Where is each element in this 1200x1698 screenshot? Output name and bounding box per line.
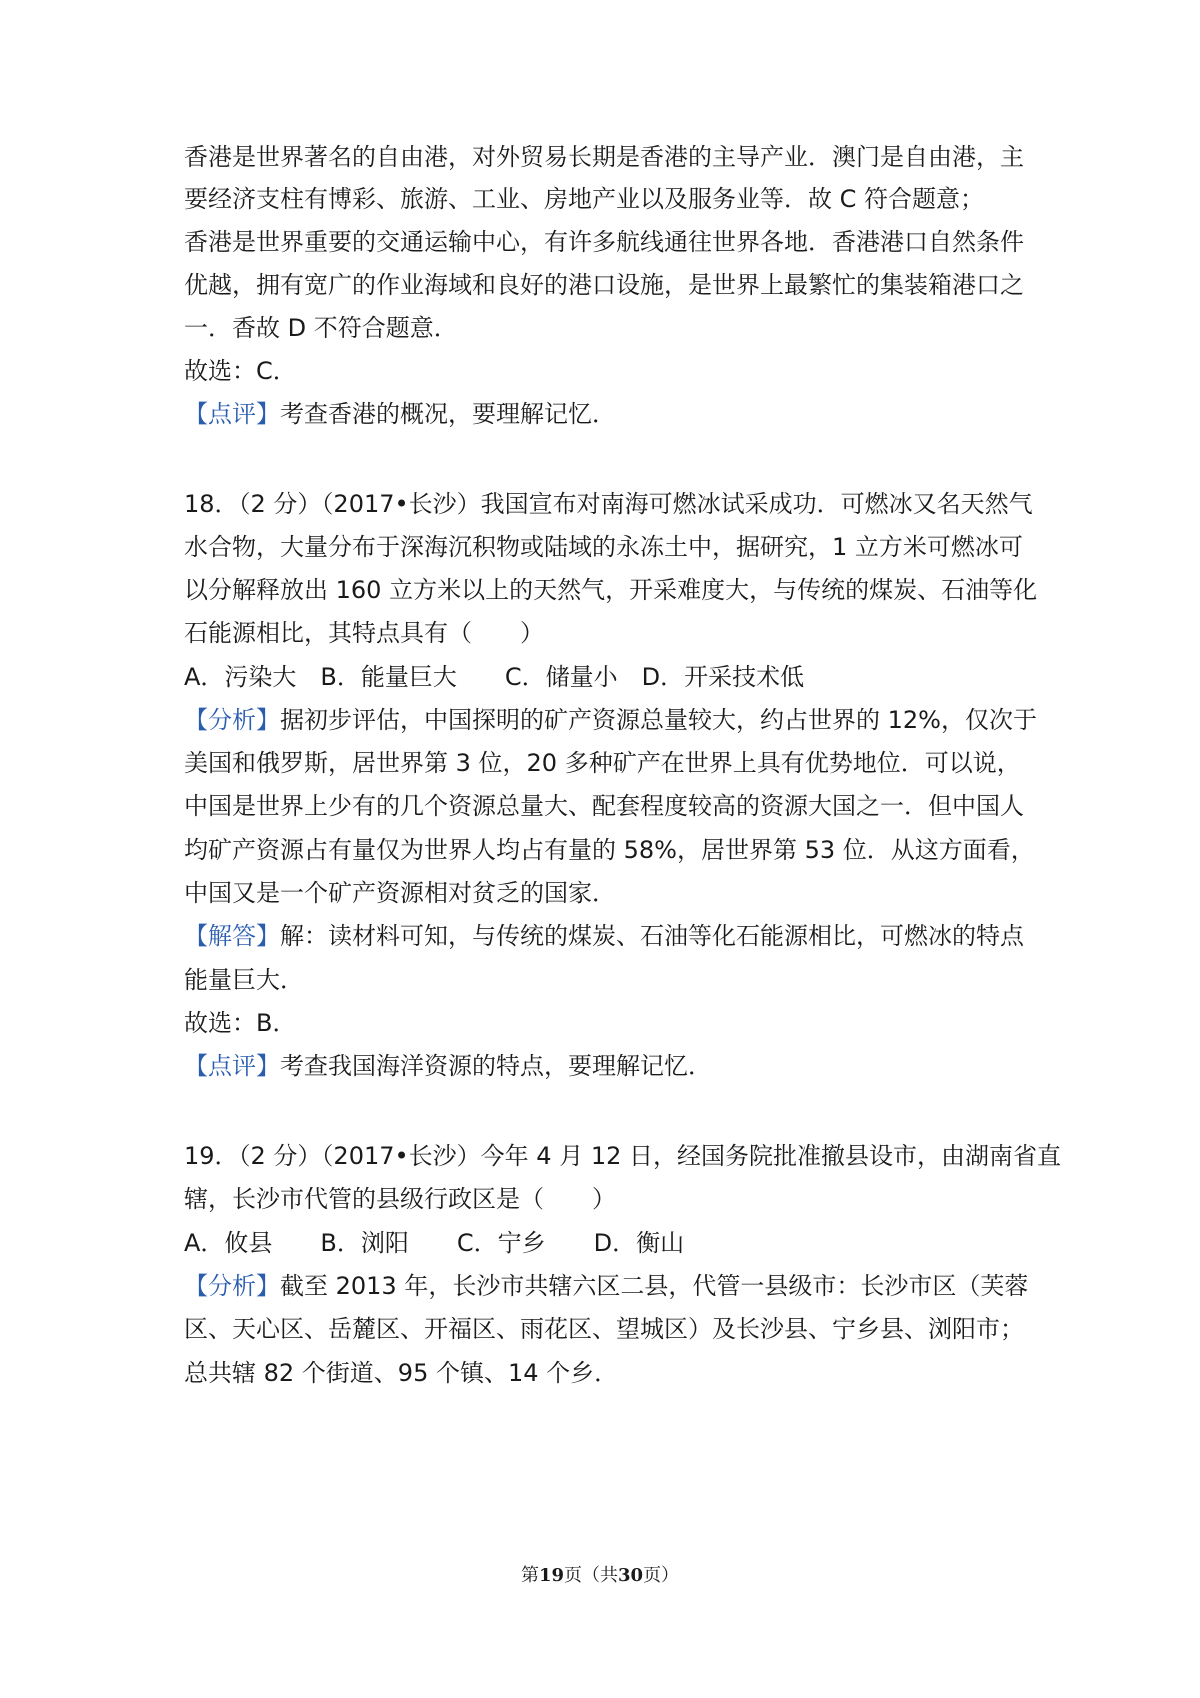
q17-paragraph-line: 香港是世界著名的自由港，对外贸易长期是香港的主导产业．澳门是自由港，主 xyxy=(184,143,1024,171)
q17-choice: 故选：C． xyxy=(184,357,297,385)
q18-answer-line: 能量巨大． xyxy=(184,966,304,994)
analysis-tag: 【分析】 xyxy=(184,1272,280,1300)
q17-paragraph-line: 优越，拥有宽广的作业海域和良好的港口设施，是世界上最繁忙的集装箱港口之 xyxy=(184,271,1024,299)
analysis-text: 截至 2013 年，长沙市共辖六区二县，代管一县级市：长沙市区（芙蓉 xyxy=(280,1272,1029,1300)
q18-answer xyxy=(184,921,1084,951)
q18-analysis-line: 美国和俄罗斯，居世界第 3 位，20 多种矿产在世界上具有优势地位．可以说， xyxy=(184,749,1021,777)
q19-analysis xyxy=(184,1271,1084,1301)
answer-tag: 【解答】 xyxy=(184,922,280,950)
q18-comment xyxy=(184,1051,1084,1081)
q18-stem-line: 以分解释放出 160 立方米以上的天然气，开采难度大，与传统的煤炭、石油等化 xyxy=(184,576,1038,604)
q19-stem-line: 19．（2 分）（2017•长沙）今年 4 月 12 日，经国务院批准撤县设市，由湖南省直 xyxy=(184,1142,1061,1170)
q17-paragraph-line: 香港是世界重要的交通运输中心，有许多航线通往世界各地．香港港口自然条件 xyxy=(184,228,1024,256)
q18-analysis-line: 均矿产资源占有量仅为世界人均占有量的 58%，居世界第 53 位．从这方面看， xyxy=(184,836,1035,864)
comment-tag: 【点评】 xyxy=(184,1052,280,1080)
comment-text: 考查我国海洋资源的特点，要理解记忆． xyxy=(280,1052,712,1080)
q18-analysis xyxy=(184,705,1084,735)
comment-text: 考查香港的概况，要理解记忆． xyxy=(280,400,616,428)
q18-options: A．污染大 B．能量巨大 C．储量小 D．开采技术低 xyxy=(184,663,805,691)
page-footer xyxy=(0,1564,1200,1588)
q17-paragraph-line: 一．香故 D 不符合题意． xyxy=(184,314,458,342)
q18-analysis-line: 中国是世界上少有的几个资源总量大、配套程度较高的资源大国之一．但中国人 xyxy=(184,792,1024,820)
q18-stem-line: 石能源相比，其特点具有（ ） xyxy=(184,619,544,647)
q17-paragraph-line: 要经济支柱有博彩、旅游、工业、房地产业以及服务业等．故 C 符合题意； xyxy=(184,185,985,213)
q18-stem-line: 水合物，大量分布于深海沉积物或陆域的永冻土中，据研究，1 立方米可燃冰可 xyxy=(184,533,1023,561)
q18-analysis-line: 中国又是一个矿产资源相对贫乏的国家． xyxy=(184,879,616,907)
q18-stem-line: 18．（2 分）（2017•长沙）我国宣布对南海可燃冰试采成功．可燃冰又名天然气 xyxy=(184,490,1033,518)
q19-stem-line: 辖，长沙市代管的县级行政区是（ ） xyxy=(184,1185,616,1213)
footer-prefix: 第 xyxy=(520,1565,539,1586)
footer-suffix: 页） xyxy=(643,1565,680,1586)
q17-comment xyxy=(184,399,1084,429)
q18-choice: 故选：B． xyxy=(184,1009,297,1037)
footer-mid: 页（共 xyxy=(564,1565,618,1586)
q19-analysis-line: 总共辖 82 个街道、95 个镇、14 个乡． xyxy=(184,1359,619,1387)
answer-text: 解：读材料可知，与传统的煤炭、石油等化石能源相比，可燃冰的特点 xyxy=(280,922,1024,950)
q19-options: A．攸县 B．浏阳 C．宁乡 D．衡山 xyxy=(184,1229,685,1257)
total-page-number: 30 xyxy=(618,1565,644,1586)
q19-analysis-line: 区、天心区、岳麓区、开福区、雨花区、望城区）及长沙县、宁乡县、浏阳市； xyxy=(184,1315,1024,1343)
analysis-tag: 【分析】 xyxy=(184,706,280,734)
current-page-number: 19 xyxy=(538,1565,564,1586)
comment-tag: 【点评】 xyxy=(184,400,280,428)
analysis-text: 据初步评估，中国探明的矿产资源总量较大，约占世界的 12%，仅次于 xyxy=(280,706,1037,734)
